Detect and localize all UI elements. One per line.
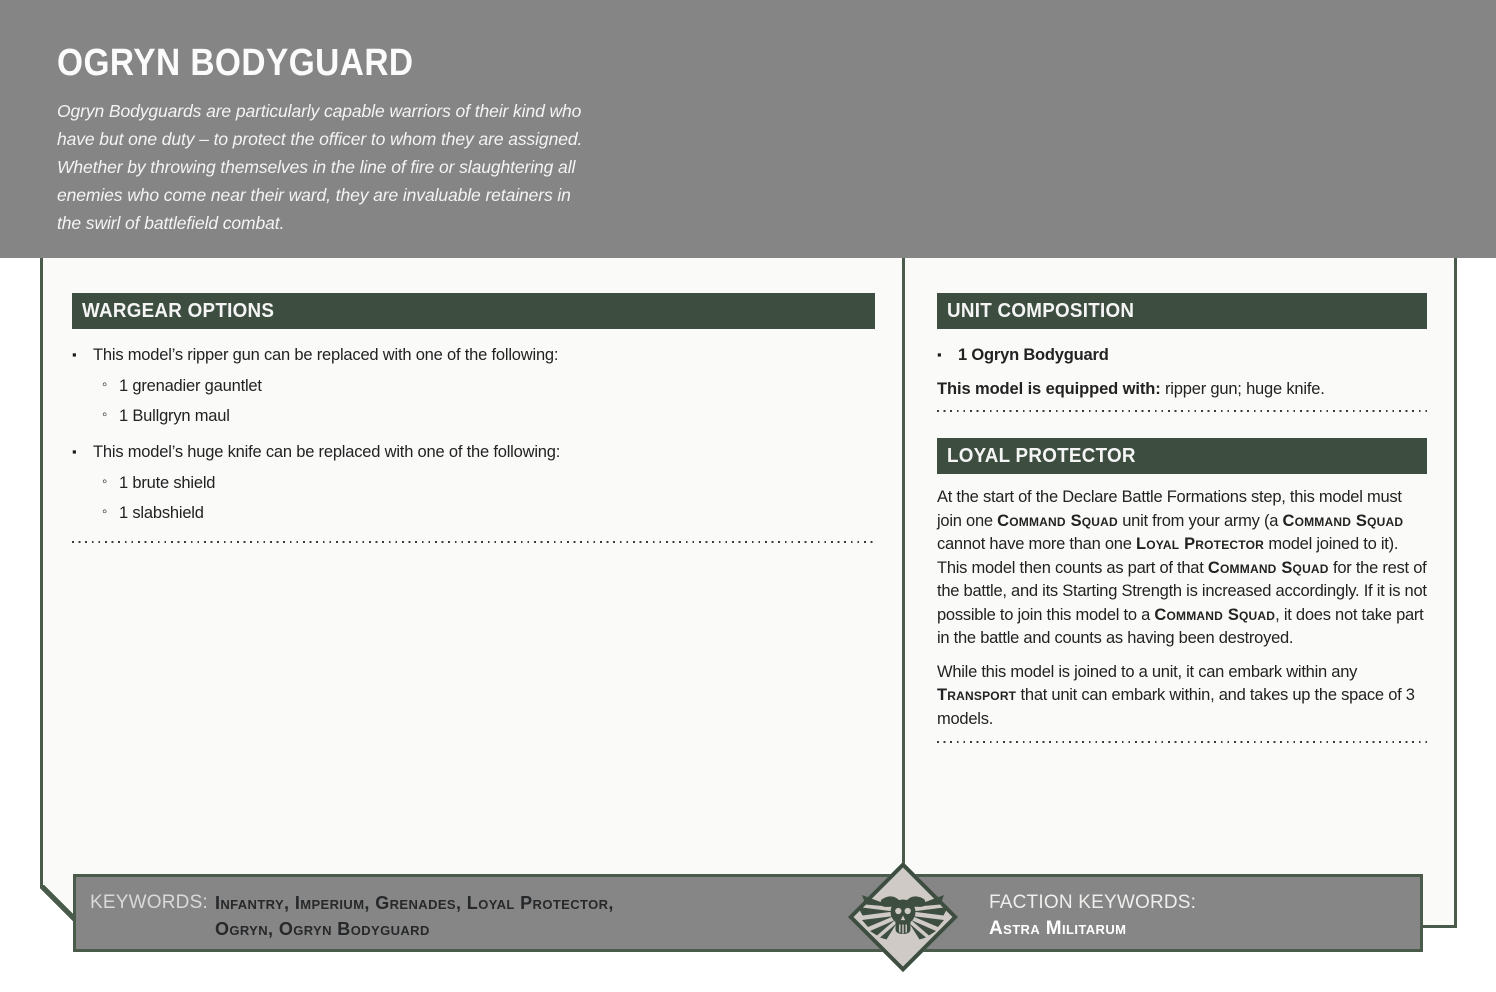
circle-bullet-icon: ◦	[102, 405, 108, 423]
equipped-label: This model is equipped with:	[937, 380, 1161, 398]
winged-skull-icon	[853, 886, 953, 948]
wargear-lead-text: This model’s huge knife can be replaced with one of the following:	[93, 443, 561, 461]
keywords-label: KEYWORDS:	[90, 892, 208, 913]
rule-paragraph	[937, 661, 1427, 732]
unit-title: OGRYN BODYGUARD	[57, 42, 414, 84]
faction-keywords-value: Astra Militarum	[989, 918, 1127, 939]
keyword-ref: Command Squad	[997, 511, 1118, 530]
wargear-option	[72, 401, 875, 431]
circle-bullet-icon: ◦	[102, 473, 108, 490]
flavor-line: have but one duty – to protect the officer to whom they are assigned.	[57, 129, 583, 149]
unit-composition-list	[937, 329, 1427, 367]
wargear-lead	[72, 439, 875, 465]
dotted-separator	[937, 741, 1427, 743]
unit-composition-item	[937, 343, 1427, 367]
equipped-line	[937, 377, 1427, 401]
rule-paragraph	[937, 486, 1427, 651]
wargear-option-text: 1 Bullgryn maul	[119, 406, 230, 425]
column-divider	[902, 258, 905, 880]
wargear-lead-text: This model’s ripper gun can be replaced with one of the following:	[93, 346, 559, 364]
circle-bullet-icon: ◦	[102, 376, 108, 393]
rule-text: At the start of the Declare Battle Formations step, this model must join one	[937, 488, 1402, 530]
loyal-protector-rules	[937, 474, 1427, 731]
rule-text: that unit can embark within, and takes up the space of 3 models.	[937, 686, 1415, 728]
loyal-protector-title: LOYAL PROTECTOR	[947, 445, 1136, 467]
rule-text: While this model is joined to a unit, it can embark within any	[937, 662, 1358, 681]
wargear-option	[72, 498, 875, 528]
wargear-option	[72, 468, 875, 498]
keywords-values	[215, 890, 614, 942]
wargear-options-header	[72, 293, 875, 329]
keywords-line: Infantry, Imperium, Grenades, Loyal Protector,	[214, 893, 614, 913]
faction-keywords-label: FACTION KEYWORDS:	[989, 892, 1197, 913]
unit-composition-header	[937, 293, 1427, 329]
equipped-text: ripper gun; huge knife.	[1160, 380, 1325, 398]
wargear-option-text: 1 grenadier gauntlet	[119, 377, 262, 395]
circle-bullet-icon: ◦	[102, 502, 108, 520]
wargear-option-text: 1 brute shield	[119, 474, 216, 492]
rule-text: unit from your army (a	[1117, 511, 1283, 530]
square-bullet-icon: ▪	[72, 347, 77, 362]
rule-text: for the rest of the battle, and its Starting Strength is increased accordingly. If it is not possible to join this model to a	[937, 558, 1427, 624]
flavor-text	[57, 97, 697, 237]
unit-composition-text: 1 Ogryn Bodyguard	[958, 346, 1109, 364]
flavor-line: Whether by throwing themselves in the line of fire or slaughtering all	[57, 157, 576, 177]
rule-text: , it does not take part in the battle and counts as having been destroyed.	[937, 605, 1424, 647]
dotted-separator	[72, 541, 875, 543]
faction-keywords-block	[989, 890, 1196, 942]
unit-composition-title: UNIT COMPOSITION	[947, 300, 1135, 322]
keyword-ref: Command Squad	[1282, 511, 1404, 530]
keyword-ref: Command Squad	[1154, 605, 1276, 624]
right-column	[937, 293, 1427, 743]
keywords-line: Ogryn, Ogryn Bodyguard	[214, 919, 430, 939]
rule-text: model joined to it). This model then counts as part of that	[937, 535, 1399, 577]
header-band	[0, 0, 1496, 258]
keyword-ref: Transport	[937, 686, 1017, 704]
wargear-option-text: 1 slabshield	[119, 503, 204, 522]
dotted-separator	[937, 410, 1427, 412]
wargear-lead	[72, 342, 875, 368]
loyal-protector-header	[937, 438, 1427, 474]
keyword-ref: Command Squad	[1207, 558, 1329, 577]
wargear-option	[72, 371, 875, 401]
wargear-group	[72, 342, 875, 430]
flavor-line: enemies who come near their ward, they are invaluable retainers in	[57, 185, 571, 205]
wargear-options-title: WARGEAR OPTIONS	[82, 300, 275, 322]
square-bullet-icon: ▪	[72, 444, 77, 459]
rule-text: cannot have more than one	[937, 535, 1136, 553]
keywords-bar	[73, 874, 1423, 952]
square-bullet-icon: ▪	[937, 347, 942, 362]
keyword-ref: Loyal Protector	[1135, 535, 1264, 553]
keywords-block	[90, 890, 614, 942]
wargear-options-section	[72, 293, 875, 543]
flavor-line: Ogryn Bodyguards are particularly capable warriors of their kind who	[57, 101, 582, 121]
wargear-group	[72, 439, 875, 527]
flavor-line: the swirl of battlefield combat.	[57, 213, 285, 233]
wargear-options-list	[72, 329, 875, 527]
